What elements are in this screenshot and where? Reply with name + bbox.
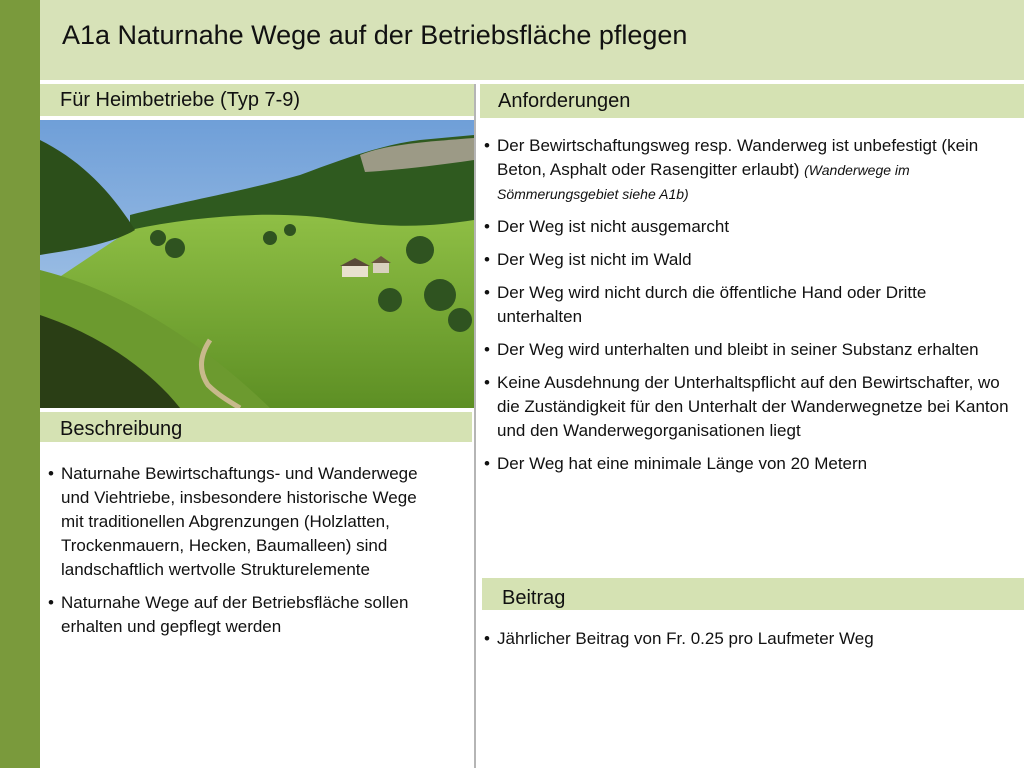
list-item: • Keine Ausdehnung der Unterhaltspflicht auf den Bewirtschafter, wo die Zuständigkeit für den Unterhalt der Wanderwegnetze bei Kanton und den Wanderwegorganisationen liegt	[484, 371, 1014, 443]
title-banner	[40, 0, 1024, 80]
page-title: A1a Naturnahe Wege auf der Betriebsfläche pflegen	[62, 20, 688, 50]
list-item: • Jährlicher Beitrag von Fr. 0.25 pro Laufmeter Weg	[484, 627, 1014, 651]
list-item: • Der Weg wird nicht durch die öffentliche Hand oder Dritte unterhalten	[484, 281, 1014, 329]
column-divider	[474, 84, 476, 768]
beitrag-list	[484, 627, 1014, 660]
anforderungen-header: Anforderungen	[480, 84, 1024, 118]
meadow-landscape-photo	[40, 120, 474, 408]
beschreibung-list	[48, 462, 428, 648]
list-item: • Naturnahe Bewirtschaftungs- und Wanderwege und Viehtriebe, insbesondere historische Wege mit traditionellen Abgrenzungen (Holzlatten, Trockenmauern, Hecken, Baumalleen) sind landschaftlich wertvolle Strukturelemente	[48, 462, 428, 582]
beitrag-header: Beitrag	[482, 578, 1024, 610]
list-item: • Der Weg ist nicht im Wald	[484, 248, 1014, 272]
list-item: • Der Weg ist nicht ausgemarcht	[484, 215, 1014, 239]
left-accent-bar	[0, 0, 40, 768]
list-item: • Naturnahe Wege auf der Betriebsfläche sollen erhalten und gepflegt werden	[48, 591, 428, 639]
list-item: • Der Weg hat eine minimale Länge von 20 Metern	[484, 452, 1014, 476]
item-text: Der Bewirtschaftungsweg resp. Wanderweg ist unbefestigt (kein Beton, Asphalt oder Rasengitter erlaubt)	[497, 136, 979, 179]
category-header: Für Heimbetriebe (Typ 7-9)	[40, 84, 474, 116]
beschreibung-header: Beschreibung	[40, 412, 472, 442]
list-item: • Der Weg wird unterhalten und bleibt in seiner Substanz erhalten	[484, 338, 1014, 362]
list-item	[484, 134, 1014, 206]
anforderungen-list	[484, 134, 1014, 485]
item-note: (Wanderwege im Sömmerungsgebiet siehe A1b)	[497, 162, 910, 202]
